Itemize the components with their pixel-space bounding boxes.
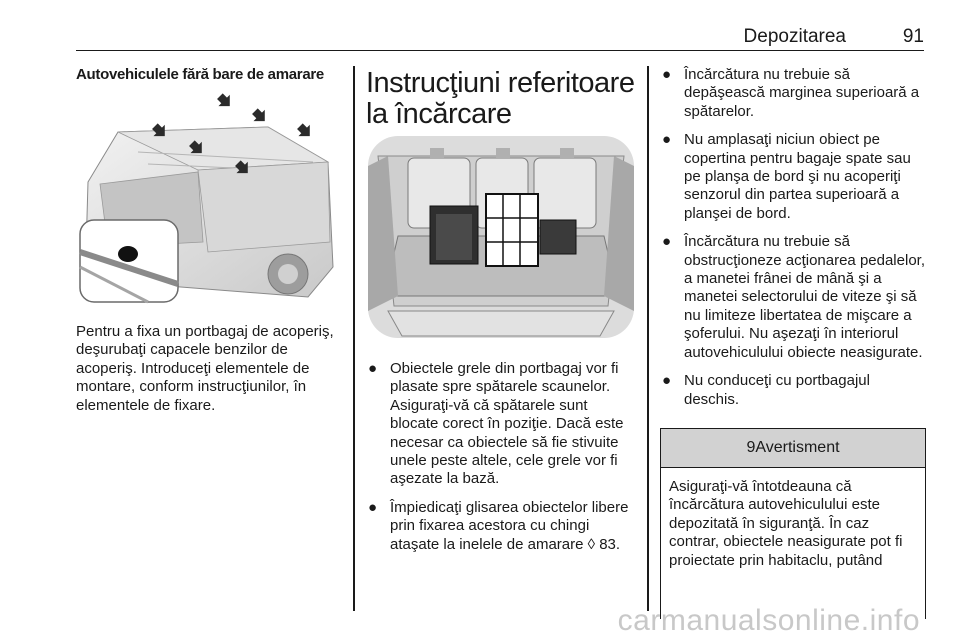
column-divider-2 xyxy=(647,66,649,611)
bullet-icon: ● xyxy=(368,360,378,377)
warning-title: Avertisment xyxy=(755,439,840,456)
loading-instructions-heading: Instrucţiuni referitoare la încărcare xyxy=(366,67,635,130)
list-item: ● Nu conduceţi cu portbagajul deschis. xyxy=(662,372,870,408)
list-item: ● Încărcătura nu trebuie să depăşească marginea superioară a spătarelor. xyxy=(662,66,920,120)
roof-rack-paragraph: Pentru a fixa un portbagaj de acoperiş, deşurubaţi capacele benzilor de acoperiş. Introduceţi elementele de montare, conform instrucţiunilor, în elementele de fixare. xyxy=(76,323,334,414)
watermark: carmanualsonline.info xyxy=(617,604,920,637)
warning-header xyxy=(661,429,925,468)
list-item: ● Împiedicaţi glisarea obiectelor libere prin fixarea acestora cu chingi ataşate la inelele de amarare ◊ 83. xyxy=(368,498,629,553)
van-roof-illustration xyxy=(78,92,338,307)
list-item: ● Nu amplasaţi niciun obiect pe copertina pentru bagaje spate sau pe planşa de bord şi nu acoperiţi senzorul din partea superioară a planşei de bord. xyxy=(662,131,911,222)
column-2 xyxy=(366,66,636,130)
roof-rack-subheading: Autovehiculele fără bare de amarare xyxy=(76,66,324,83)
cargo-loading-illustration xyxy=(368,136,634,338)
loading-bullets xyxy=(366,360,636,564)
warning-text: Asiguraţi-vă întotdeauna că încărcătura autovehiculului este depozitată în siguranţă. În caz contrar, obiectele neasigurate pot fi proiectate prin habitaclu, putând xyxy=(669,478,903,569)
bullet-icon: ● xyxy=(662,66,672,83)
column-3 xyxy=(660,66,926,419)
list-item: ● Încărcătura nu trebuie să obstrucţioneze acţionarea pedalelor, a manetei frânei de mână şi a manetei selectorului de viteze şi să nu limiteze libertatea de mişcare a şoferului. Nu aşezaţi în interiorul autovehiculului obiecte neasigurate. xyxy=(662,233,925,361)
column-divider-1 xyxy=(353,66,355,611)
bullet-icon: ● xyxy=(662,233,672,251)
section-title: Depozitarea xyxy=(743,26,846,47)
warning-box xyxy=(660,428,926,619)
bullet-icon: ● xyxy=(662,131,672,149)
warning-icon: 9 xyxy=(746,439,756,456)
page-header xyxy=(76,22,924,51)
bullet-icon: ● xyxy=(368,498,378,516)
bullet-icon: ● xyxy=(662,372,672,390)
list-item: ● Obiectele grele din portbagaj vor fi plasate spre spătarele scaunelor. Asiguraţi-vă că spătarele sunt blocate corect în poziţie. Dacă este necesar ca obiectele să fie stivuite unele peste altele, cele grele vor fi aşezate la bază. xyxy=(368,360,624,488)
page-number: 91 xyxy=(902,26,924,47)
